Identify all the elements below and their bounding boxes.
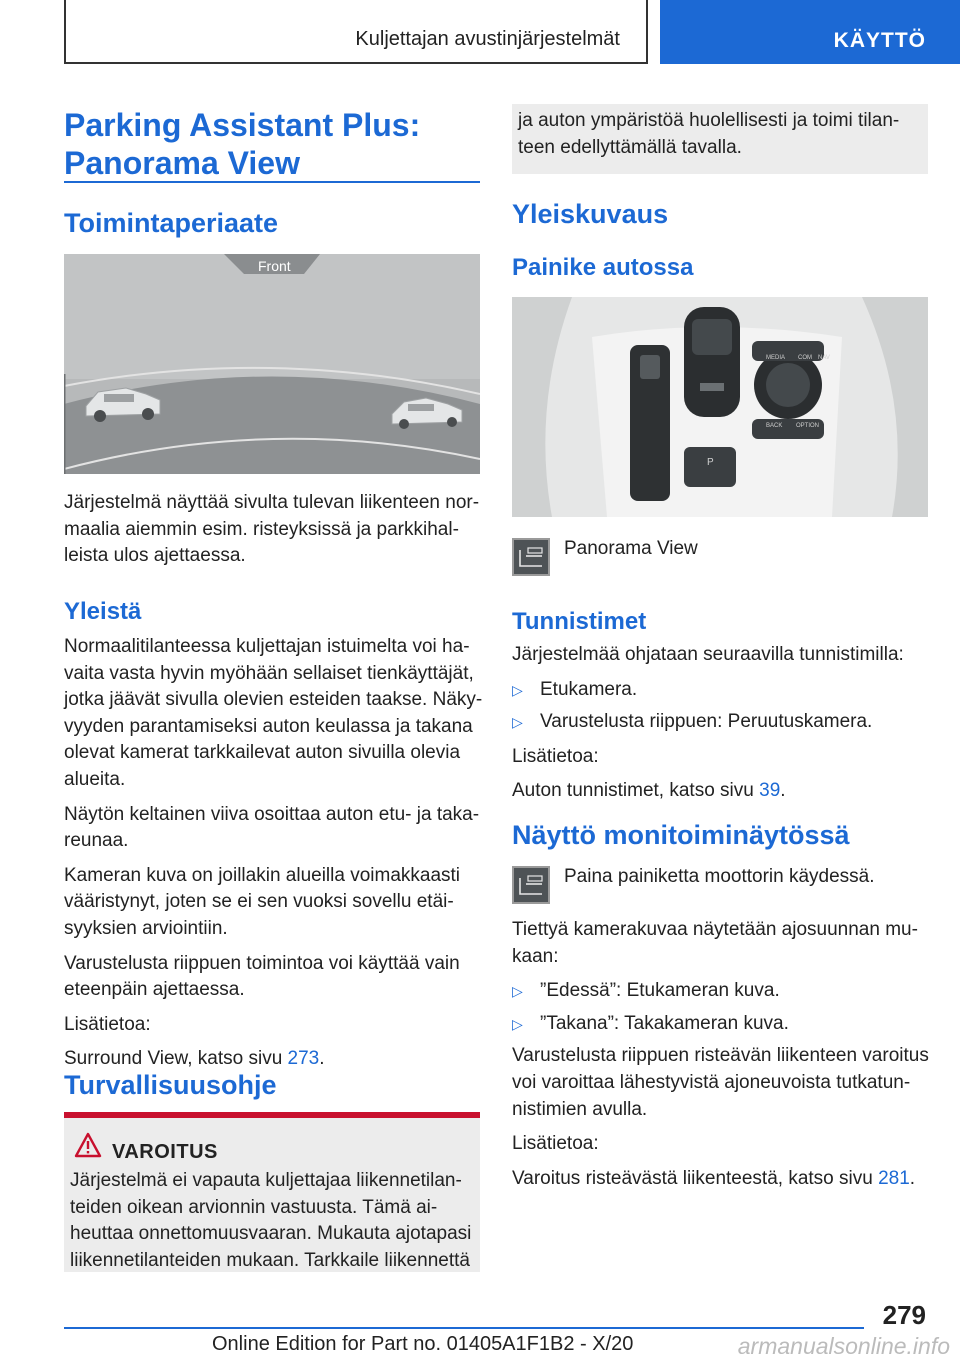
text-line: ja auton ympäristöä huolellisesti ja toimi tilan- [518, 110, 900, 131]
heading-toimintaperiaate: Toimintaperiaate [64, 208, 279, 238]
heading-painike-autossa: Painike autossa [512, 254, 694, 281]
ref-text: Auton tunnistimet, katso sivu [512, 780, 760, 802]
sensors-ref [512, 778, 932, 805]
more-info-label: Lisätietoa: [64, 1013, 151, 1035]
console-p-label: P [707, 457, 714, 468]
text-line: olevat kamerat tarkkailevat auton sivuilla olevia [64, 742, 461, 764]
front-camera-illustration [64, 254, 480, 474]
console-nav-label: NAV [818, 355, 830, 361]
text-line: Normaalitilanteessa kuljettajan istuimelta voi ha- [64, 636, 470, 657]
center-console-illustration [512, 297, 928, 517]
ref-text: Surround View, katso sivu [64, 1048, 288, 1070]
title-rule [64, 181, 480, 183]
bullet-item [512, 978, 932, 1005]
parking-camera-icon [514, 540, 548, 574]
ref-end: . [909, 1167, 916, 1189]
yleista-body [64, 634, 484, 1073]
warning-text [70, 1168, 480, 1274]
ref-text: Varoitus risteävästä liikenteestä, katso sivu [512, 1167, 879, 1189]
text-line: Varustelusta riippuen toimintoa voi käyttää vain [64, 952, 460, 974]
bullet-text: Varustelusta riippuen: Peruutuskamera. [540, 711, 873, 733]
footer-watermark: armanualsonline.info [737, 1333, 950, 1359]
tunnistimet-body [512, 642, 932, 805]
text-line: Järjestelmää ohjataan seuraavilla tunnistimilla: [512, 644, 904, 665]
text-line: Järjestelmä näyttää sivulta tulevan liikenteen nor- [64, 492, 480, 513]
more-info-label: Lisätietoa: [512, 1133, 599, 1155]
text-line: teen edellyttämällä tavalla. [518, 136, 742, 158]
text-line: Tiettyä kamerakuvaa näytetään ajosuunnan mu- [512, 919, 918, 940]
bullet-item [512, 709, 932, 736]
bullet-item [512, 1011, 932, 1038]
heading-naytto: Näyttö monitoiminäytössä [512, 820, 850, 850]
text-line: teiden oikean arvionnin vastuusta. Tämä ai- [70, 1196, 438, 1218]
console-media-label: MEDIA [766, 355, 786, 361]
warning-title: VAROITUS [112, 1141, 218, 1163]
footer-edition: Online Edition for Part no. 01405A1F1B2 - X/20 [212, 1333, 634, 1355]
text-line: vääristynyt, joten se ei sen vuoksi sovellu etäi- [64, 891, 454, 913]
header-chapter-tab [660, 0, 960, 64]
parking-camera-icon [514, 868, 548, 902]
bullet-icon: ▷ [512, 681, 523, 698]
press-button-text: Paina painiketta moottorin käydessä. [564, 866, 875, 887]
text-line: vyyden parantamiseksi auton keulassa ja takana [64, 715, 473, 737]
warning-continued-text [518, 108, 928, 161]
text-line: Varustelusta riippuen risteävän liikenteen varoitus [512, 1045, 929, 1067]
console-option-label: OPTION [796, 423, 820, 429]
text-line: voi varoittaa lähestyvistä ajoneuvoista tutkatun- [512, 1071, 911, 1093]
header-section-title: Kuljettajan avustinjärjestelmät [355, 28, 620, 50]
ref-link-281[interactable]: 281 [878, 1167, 910, 1189]
main-title-line2: Panorama View [64, 145, 300, 181]
naytto-body [512, 917, 932, 1192]
heading-turvallisuusohje: Turvallisuusohje [64, 1070, 277, 1100]
ref-end: . [780, 780, 786, 802]
surround-view-ref [64, 1046, 484, 1073]
cross-traffic-ref [512, 1166, 932, 1193]
main-title [64, 106, 420, 182]
footer-rule [64, 1327, 864, 1329]
text-line: vaita vasta hyvin myöhään sellaiset tienkäyttäjät, [64, 662, 474, 684]
bullet-text: ”Edessä”: Etukameran kuva. [540, 980, 780, 1002]
text-line: Kameran kuva on joillakin alueilla voimakkaasti [64, 864, 461, 886]
console-back-label: BACK [766, 423, 783, 429]
panorama-view-button-icon-2 [512, 866, 550, 904]
warning-triangle-icon [74, 1132, 102, 1158]
panorama-view-button-icon [512, 538, 550, 576]
text-line: maalia aiemmin esim. risteyksissä ja parkkihal- [64, 518, 459, 540]
heading-yleista: Yleistä [64, 598, 142, 625]
text-line: leista ulos ajettaessa. [64, 545, 246, 567]
ref-end: . [319, 1048, 325, 1070]
main-title-line1: Parking Assistant Plus: [64, 107, 421, 143]
panorama-view-label: Panorama View [564, 538, 698, 559]
text-line: reunaa. [64, 830, 129, 852]
bullet-text: Etukamera. [540, 678, 638, 700]
text-line: liikennetilanteiden mukaan. Tarkkaile liikennettä [70, 1249, 470, 1271]
text-line: nistimien avulla. [512, 1098, 648, 1120]
text-line: Näytön keltainen viiva osoittaa auton etu- ja taka- [64, 803, 480, 825]
bullet-icon: ▷ [512, 714, 523, 731]
text-line: Järjestelmä ei vapauta kuljettajaa liikennetilan- [70, 1170, 462, 1191]
text-line: alueita. [64, 768, 126, 790]
console-com-label: COM [798, 355, 812, 361]
toimintaperiaate-text [64, 490, 484, 570]
text-line: heuttaa onnettomuusvaaran. Mukauta ajotapasi [70, 1223, 472, 1245]
warning-box [64, 1118, 480, 1272]
front-camera-figure [64, 254, 480, 474]
ref-link-39[interactable]: 39 [759, 780, 781, 802]
bullet-text: ”Takana”: Takakameran kuva. [540, 1012, 789, 1034]
console-figure [512, 297, 928, 517]
header-section-box [64, 0, 648, 64]
text-line: syyksien arviointiin. [64, 917, 228, 939]
ref-link-273[interactable]: 273 [287, 1048, 320, 1070]
page-number: 279 [882, 1300, 926, 1330]
bullet-item [512, 677, 932, 704]
bullet-icon: ▷ [512, 983, 523, 1000]
warning-continued-box [512, 104, 928, 174]
header-chapter-label: KÄYTTÖ [833, 29, 926, 52]
text-line: kaan: [512, 945, 559, 967]
bullet-icon: ▷ [512, 1015, 523, 1032]
more-info-label: Lisätietoa: [512, 745, 599, 767]
figure-front-label: Front [258, 258, 291, 274]
text-line: eteenpäin ajettaessa. [64, 979, 245, 1001]
heading-tunnistimet: Tunnistimet [512, 608, 647, 635]
text-line: jotka jäävät sivulla olevien esteiden taakse. Näky- [64, 689, 483, 711]
heading-yleiskuvaus: Yleiskuvaus [512, 199, 669, 229]
